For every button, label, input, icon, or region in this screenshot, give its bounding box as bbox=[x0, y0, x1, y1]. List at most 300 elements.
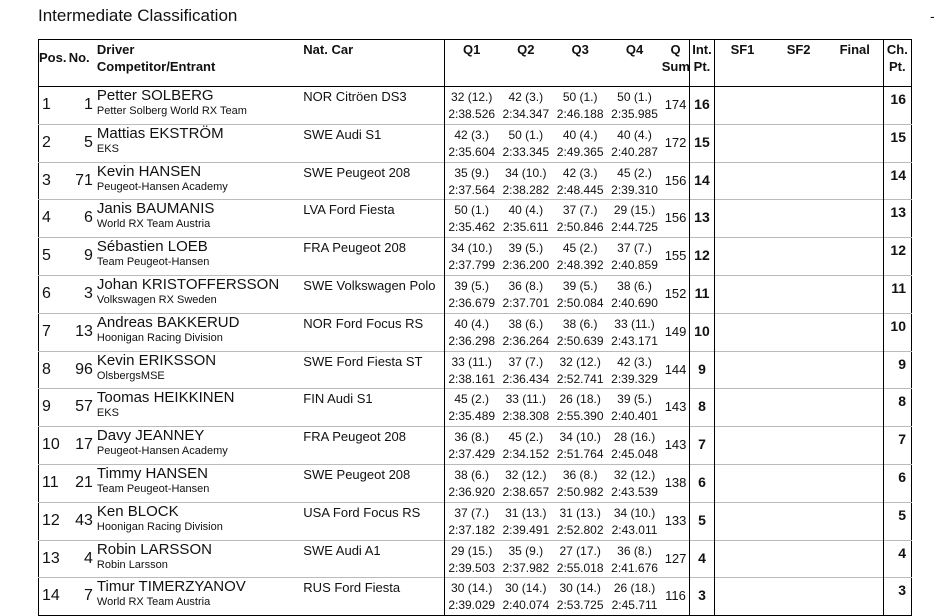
entrant-name: EKS bbox=[96, 142, 119, 155]
sf1-cell bbox=[714, 87, 770, 125]
driver-name: Petter SOLBERG bbox=[96, 87, 214, 104]
int-pt-cell: 14 bbox=[690, 162, 714, 200]
qsum-cell: 172 bbox=[664, 134, 687, 150]
q-points: 34 (10.) bbox=[505, 165, 547, 180]
sf1-cell bbox=[714, 200, 770, 238]
q-time: 2:48.392 bbox=[556, 258, 604, 273]
q3-cell bbox=[553, 87, 607, 125]
q3-cell bbox=[553, 540, 607, 578]
driver-cell bbox=[97, 275, 303, 313]
pos-cell: 12 bbox=[42, 511, 60, 529]
q-time: 2:55.018 bbox=[556, 560, 604, 575]
header-int-pt: Int. Pt. bbox=[690, 40, 714, 87]
q-points: 30 (14.) bbox=[505, 581, 547, 596]
table-row bbox=[39, 275, 912, 313]
q-time: 2:37.701 bbox=[502, 295, 550, 310]
qsum-cell: 127 bbox=[664, 550, 687, 566]
q-points: 45 (2.) bbox=[508, 430, 544, 445]
int-pt-cell: 7 bbox=[690, 427, 714, 465]
q-points: 38 (6.) bbox=[617, 278, 652, 293]
q-time: 2:34.347 bbox=[502, 107, 550, 121]
sf1-cell bbox=[714, 275, 770, 313]
header-pos: Pos. bbox=[39, 50, 67, 65]
q-time: 2:36.264 bbox=[502, 333, 550, 348]
driver-cell bbox=[97, 540, 303, 578]
q3-cell bbox=[553, 313, 607, 351]
q-time: 2:45.048 bbox=[611, 447, 658, 462]
table-row bbox=[39, 200, 912, 238]
q-time: 2:36.679 bbox=[448, 295, 496, 310]
final-cell bbox=[827, 124, 883, 162]
page-title: Intermediate Classification bbox=[38, 6, 238, 25]
driver-cell bbox=[97, 427, 303, 465]
car-number-cell: 17 bbox=[75, 436, 93, 454]
pos-cell: 13 bbox=[42, 549, 60, 567]
q-time: 2:36.434 bbox=[502, 371, 550, 386]
driver-cell bbox=[97, 502, 303, 540]
nat-car-cell: SWE Audi A1 bbox=[303, 542, 381, 558]
nat-car-cell: FRA Peugeot 208 bbox=[303, 429, 406, 445]
final-cell bbox=[827, 200, 883, 238]
header-sf1: SF1 bbox=[714, 40, 770, 87]
q-points: 34 (10.) bbox=[559, 430, 601, 445]
q-points: 33 (11.) bbox=[451, 354, 492, 369]
header-no: No. bbox=[68, 50, 90, 65]
q-points: 37 (7.) bbox=[454, 505, 490, 520]
q-time: 2:41.676 bbox=[611, 560, 658, 575]
car-number-cell: 7 bbox=[83, 587, 93, 605]
q-points: 39 (5.) bbox=[508, 241, 544, 256]
q-time: 2:40.401 bbox=[611, 409, 658, 424]
sf1-cell bbox=[714, 464, 770, 502]
sf2-cell bbox=[770, 578, 826, 616]
sf1-cell bbox=[714, 578, 770, 616]
final-cell bbox=[827, 313, 883, 351]
final-cell bbox=[827, 275, 883, 313]
q2-cell bbox=[499, 389, 553, 427]
q4-cell bbox=[607, 427, 661, 465]
q-time: 2:38.282 bbox=[502, 182, 550, 197]
driver-name: Sébastien LOEB bbox=[96, 238, 208, 256]
q-time: 2:38.657 bbox=[502, 484, 550, 499]
ch-pt-cell: 14 bbox=[883, 162, 911, 200]
q-time: 2:36.920 bbox=[448, 484, 496, 499]
qsum-cell: 156 bbox=[664, 210, 687, 226]
car-number-cell: 21 bbox=[75, 473, 93, 491]
q-points: 42 (3.) bbox=[617, 354, 652, 369]
sf2-cell bbox=[770, 200, 826, 238]
pos-cell: 3 bbox=[42, 171, 51, 189]
q-time: 2:50.639 bbox=[556, 333, 604, 348]
driver-name: Andreas BAKKERUD bbox=[96, 313, 240, 331]
int-pt-cell: 6 bbox=[690, 464, 714, 502]
q-points: 50 (1.) bbox=[617, 90, 652, 104]
qsum-cell: 144 bbox=[664, 361, 687, 377]
qsum-cell: 138 bbox=[664, 474, 687, 490]
q-time: 2:52.802 bbox=[556, 522, 604, 537]
ch-pt-cell: 8 bbox=[883, 389, 911, 427]
pos-cell: 1 bbox=[42, 96, 51, 113]
nat-car-cell: FRA Peugeot 208 bbox=[303, 240, 406, 256]
header-row bbox=[39, 40, 912, 87]
q2-cell bbox=[499, 238, 553, 276]
table-row bbox=[39, 124, 912, 162]
q3-cell bbox=[553, 351, 607, 389]
q-points: 50 (1.) bbox=[508, 127, 544, 142]
pos-cell: 10 bbox=[42, 436, 60, 454]
final-cell bbox=[827, 540, 883, 578]
q-time: 2:36.298 bbox=[448, 333, 496, 348]
entrant-name: Robin Larsson bbox=[96, 558, 168, 571]
sf1-cell bbox=[714, 238, 770, 276]
q-points: 45 (2.) bbox=[562, 241, 598, 256]
q-points: 31 (13.) bbox=[559, 505, 601, 520]
final-cell bbox=[827, 351, 883, 389]
nat-car-cell: SWE Audi S1 bbox=[303, 126, 382, 142]
q-points: 30 (14.) bbox=[559, 581, 601, 596]
entrant-name: EKS bbox=[96, 407, 119, 420]
q2-cell bbox=[499, 578, 553, 616]
q-points: 34 (10.) bbox=[451, 241, 493, 256]
pos-cell: 2 bbox=[42, 133, 51, 151]
q3-cell bbox=[553, 124, 607, 162]
car-number-cell: 43 bbox=[75, 511, 93, 529]
title-dash: - bbox=[930, 8, 935, 24]
q-time: 2:43.539 bbox=[611, 484, 658, 499]
qsum-cell: 143 bbox=[664, 437, 687, 453]
q-points: 32 (12.) bbox=[451, 90, 493, 104]
q-points: 42 (3.) bbox=[508, 90, 544, 104]
car-number-cell: 3 bbox=[83, 284, 93, 302]
q-points: 38 (6.) bbox=[562, 316, 598, 331]
driver-cell bbox=[97, 124, 303, 162]
final-cell bbox=[827, 238, 883, 276]
q2-cell bbox=[499, 313, 553, 351]
car-number-cell: 71 bbox=[75, 171, 93, 189]
ch-pt-cell: 15 bbox=[883, 124, 911, 162]
q1-cell bbox=[444, 313, 498, 351]
q-time: 2:40.287 bbox=[611, 144, 658, 159]
driver-name: Davy JEANNEY bbox=[96, 427, 205, 445]
final-cell bbox=[827, 464, 883, 502]
q-time: 2:44.725 bbox=[611, 220, 658, 235]
sf1-cell bbox=[714, 313, 770, 351]
entrant-name: World RX Team Austria bbox=[96, 218, 211, 231]
q1-cell bbox=[444, 427, 498, 465]
table-row bbox=[39, 502, 912, 540]
header-q1: Q1 bbox=[444, 40, 498, 87]
q-points: 40 (4.) bbox=[454, 316, 490, 331]
int-pt-cell: 5 bbox=[690, 502, 714, 540]
qsum-cell: 152 bbox=[664, 285, 687, 301]
entrant-name: Petter Solberg World RX Team bbox=[96, 105, 247, 117]
q-points: 34 (10.) bbox=[613, 505, 656, 520]
sf1-cell bbox=[714, 540, 770, 578]
header-q2: Q2 bbox=[517, 42, 535, 57]
q-time: 2:49.365 bbox=[556, 144, 604, 159]
int-pt-cell: 11 bbox=[690, 275, 714, 313]
q1-cell bbox=[444, 502, 498, 540]
q1-cell bbox=[444, 200, 498, 238]
q-time: 2:39.310 bbox=[611, 182, 658, 197]
q-time: 2:34.152 bbox=[502, 447, 550, 462]
q-points: 36 (8.) bbox=[508, 278, 544, 293]
q-points: 38 (6.) bbox=[454, 467, 490, 482]
q-points: 45 (2.) bbox=[617, 165, 652, 180]
header-sf2: SF2 bbox=[786, 42, 811, 57]
q4-cell bbox=[607, 351, 661, 389]
nat-car-cell: FIN Audi S1 bbox=[303, 391, 373, 407]
q-time: 2:37.429 bbox=[448, 447, 496, 462]
car-number-cell: 5 bbox=[83, 133, 93, 151]
q-points: 36 (8.) bbox=[617, 543, 652, 558]
q3-cell bbox=[553, 238, 607, 276]
q-time: 2:39.029 bbox=[448, 598, 496, 613]
qsum-cell: 143 bbox=[664, 399, 687, 415]
driver-cell bbox=[97, 578, 303, 616]
q-points: 39 (5.) bbox=[562, 278, 598, 293]
car-number-cell: 9 bbox=[83, 247, 93, 265]
ch-pt-cell: 11 bbox=[883, 275, 911, 313]
q2-cell bbox=[499, 87, 553, 125]
q-time: 2:38.161 bbox=[448, 371, 496, 386]
q1-cell bbox=[444, 464, 498, 502]
q1-cell bbox=[444, 87, 498, 125]
q-points: 40 (4.) bbox=[508, 203, 544, 218]
q-time: 2:40.690 bbox=[611, 295, 658, 310]
sf1-cell bbox=[714, 124, 770, 162]
q2-cell bbox=[499, 275, 553, 313]
sf2-cell bbox=[770, 540, 826, 578]
nat-car-cell: SWE Peugeot 208 bbox=[303, 466, 411, 482]
header-q4: Q4 bbox=[625, 42, 644, 57]
driver-cell bbox=[97, 351, 303, 389]
ch-pt-cell: 3 bbox=[883, 578, 911, 616]
q-time: 2:38.308 bbox=[502, 409, 550, 424]
q-points: 37 (7.) bbox=[508, 354, 544, 369]
q-time: 2:50.846 bbox=[556, 220, 604, 235]
classification-table bbox=[38, 39, 912, 616]
entrant-name: Team Peugeot-Hansen bbox=[96, 482, 210, 495]
pos-cell: 9 bbox=[42, 398, 51, 416]
header-final: Final bbox=[839, 42, 870, 57]
driver-name: Timmy HANSEN bbox=[96, 464, 208, 482]
q2-cell bbox=[499, 351, 553, 389]
q2-cell bbox=[499, 124, 553, 162]
q-points: 50 (1.) bbox=[562, 90, 598, 104]
q-points: 36 (8.) bbox=[562, 467, 598, 482]
q-time: 2:35.985 bbox=[611, 107, 658, 121]
q4-cell bbox=[607, 275, 661, 313]
int-pt-cell: 13 bbox=[690, 200, 714, 238]
driver-name: Kevin ERIKSSON bbox=[96, 351, 217, 369]
q-time: 2:35.462 bbox=[448, 220, 496, 235]
sf1-cell bbox=[714, 502, 770, 540]
sf2-cell bbox=[770, 238, 826, 276]
q1-cell bbox=[444, 124, 498, 162]
q-points: 36 (8.) bbox=[454, 430, 490, 445]
q-time: 2:55.390 bbox=[556, 409, 604, 424]
driver-cell bbox=[97, 162, 303, 200]
car-number-cell: 1 bbox=[83, 96, 93, 113]
q-time: 2:35.604 bbox=[448, 144, 496, 159]
q3-cell bbox=[553, 275, 607, 313]
table-row bbox=[39, 313, 912, 351]
int-pt-cell: 8 bbox=[690, 389, 714, 427]
q-points: 39 (5.) bbox=[454, 278, 490, 293]
nat-car-cell: SWE Peugeot 208 bbox=[303, 164, 411, 180]
final-cell bbox=[827, 87, 883, 125]
nat-car-cell: SWE Volkswagen Polo bbox=[303, 277, 436, 293]
car-number-cell: 6 bbox=[83, 209, 93, 227]
ch-pt-cell: 9 bbox=[883, 351, 911, 389]
q-time: 2:39.503 bbox=[448, 560, 496, 575]
q-points: 26 (18.) bbox=[613, 581, 656, 596]
q1-cell bbox=[444, 578, 498, 616]
ch-pt-cell: 4 bbox=[883, 540, 911, 578]
q-time: 2:33.345 bbox=[502, 144, 550, 159]
q-points: 33 (11.) bbox=[614, 316, 655, 331]
qsum-cell: 116 bbox=[665, 588, 686, 604]
final-cell bbox=[827, 389, 883, 427]
driver-name: Ken BLOCK bbox=[96, 502, 179, 520]
q-time: 2:50.982 bbox=[556, 484, 604, 499]
ch-pt-cell: 13 bbox=[883, 200, 911, 238]
table-row bbox=[39, 427, 912, 465]
q-points: 30 (14.) bbox=[451, 581, 493, 596]
q-time: 2:39.491 bbox=[502, 522, 550, 537]
table-row bbox=[39, 87, 912, 125]
sf1-cell bbox=[714, 389, 770, 427]
q3-cell bbox=[553, 389, 607, 427]
q-time: 2:37.182 bbox=[448, 522, 496, 537]
sf2-cell bbox=[770, 124, 826, 162]
entrant-name: Hoonigan Racing Division bbox=[96, 520, 223, 533]
pos-cell: 5 bbox=[42, 247, 51, 265]
q-time: 2:45.711 bbox=[611, 598, 658, 613]
int-pt-cell: 4 bbox=[690, 540, 714, 578]
driver-cell bbox=[97, 313, 303, 351]
q-points: 35 (9.) bbox=[454, 165, 490, 180]
q-time: 2:39.329 bbox=[611, 371, 658, 386]
q2-cell bbox=[499, 162, 553, 200]
sf1-cell bbox=[714, 427, 770, 465]
entrant-name: Volkswagen RX Sweden bbox=[96, 293, 217, 306]
q-points: 37 (7.) bbox=[617, 241, 652, 256]
entrant-name: Peugeot-Hansen Academy bbox=[96, 445, 228, 458]
final-cell bbox=[827, 502, 883, 540]
q-points: 40 (4.) bbox=[617, 127, 652, 142]
q-time: 2:46.188 bbox=[556, 107, 604, 121]
sf1-cell bbox=[714, 351, 770, 389]
q4-cell bbox=[607, 464, 661, 502]
q3-cell bbox=[553, 162, 607, 200]
q-points: 26 (18.) bbox=[559, 392, 601, 407]
entrant-name: Peugeot-Hansen Academy bbox=[96, 180, 228, 193]
pos-cell: 7 bbox=[42, 322, 51, 340]
driver-name: Johan KRISTOFFERSSON bbox=[96, 275, 280, 293]
q-points: 50 (1.) bbox=[454, 203, 490, 218]
q-time: 2:51.764 bbox=[556, 447, 604, 462]
header-qsum: Q Sum bbox=[661, 42, 690, 74]
table-row bbox=[39, 389, 912, 427]
q2-cell bbox=[499, 464, 553, 502]
sf2-cell bbox=[770, 87, 826, 125]
q2-cell bbox=[499, 540, 553, 578]
q-points: 38 (6.) bbox=[508, 316, 544, 331]
qsum-cell: 149 bbox=[664, 323, 687, 339]
ch-pt-cell: 5 bbox=[883, 502, 911, 540]
header-nat-car: Nat. Car bbox=[303, 42, 354, 57]
entrant-name: OlsbergsMSE bbox=[96, 369, 165, 382]
ch-pt-cell: 12 bbox=[883, 238, 911, 276]
q-time: 2:38.526 bbox=[448, 107, 496, 121]
q-points: 32 (12.) bbox=[613, 467, 656, 482]
qsum-cell: 155 bbox=[664, 248, 687, 264]
q3-cell bbox=[553, 464, 607, 502]
pos-cell: 6 bbox=[42, 284, 51, 302]
car-number-cell: 96 bbox=[75, 360, 93, 378]
q4-cell bbox=[607, 87, 661, 125]
nat-car-cell: NOR Ford Focus RS bbox=[303, 315, 424, 331]
q-points: 29 (15.) bbox=[613, 203, 656, 218]
int-pt-cell: 16 bbox=[690, 87, 714, 125]
q-time: 2:48.445 bbox=[556, 182, 604, 197]
q3-cell bbox=[553, 200, 607, 238]
q-time: 2:43.011 bbox=[611, 522, 658, 537]
driver-name: Robin LARSSON bbox=[96, 540, 212, 558]
q1-cell bbox=[444, 389, 498, 427]
entrant-name: Team Peugeot-Hansen bbox=[96, 256, 210, 269]
q4-cell bbox=[607, 502, 661, 540]
q4-cell bbox=[607, 162, 661, 200]
header-ch-pt: Ch. Pt. bbox=[883, 40, 911, 87]
q3-cell bbox=[553, 427, 607, 465]
sf2-cell bbox=[770, 351, 826, 389]
q2-cell bbox=[499, 427, 553, 465]
q3-cell bbox=[553, 578, 607, 616]
sf1-cell bbox=[714, 162, 770, 200]
q1-cell bbox=[444, 162, 498, 200]
nat-car-cell: SWE Ford Fiesta ST bbox=[303, 353, 423, 369]
q-time: 2:37.564 bbox=[448, 182, 496, 197]
entrant-name: World RX Team Austria bbox=[96, 596, 211, 609]
entrant-name: Hoonigan Racing Division bbox=[96, 331, 223, 344]
sf2-cell bbox=[770, 464, 826, 502]
table-row bbox=[39, 238, 912, 276]
q1-cell bbox=[444, 275, 498, 313]
q-time: 2:52.741 bbox=[556, 371, 604, 386]
q-points: 39 (5.) bbox=[617, 392, 652, 407]
q-points: 32 (12.) bbox=[559, 354, 601, 369]
q2-cell bbox=[499, 200, 553, 238]
car-number-cell: 57 bbox=[75, 398, 93, 416]
final-cell bbox=[827, 427, 883, 465]
sf2-cell bbox=[770, 313, 826, 351]
q-time: 2:53.725 bbox=[556, 598, 604, 613]
int-pt-cell: 12 bbox=[690, 238, 714, 276]
pos-cell: 4 bbox=[42, 209, 51, 227]
table-row bbox=[39, 351, 912, 389]
driver-cell bbox=[97, 389, 303, 427]
pos-cell: 14 bbox=[42, 587, 60, 605]
sf2-cell bbox=[770, 502, 826, 540]
car-number-cell: 13 bbox=[75, 322, 93, 340]
nat-car-cell: LVA Ford Fiesta bbox=[303, 202, 395, 218]
q-points: 35 (9.) bbox=[508, 543, 544, 558]
q4-cell bbox=[607, 313, 661, 351]
driver-name: Mattias EKSTRÖM bbox=[96, 124, 224, 142]
